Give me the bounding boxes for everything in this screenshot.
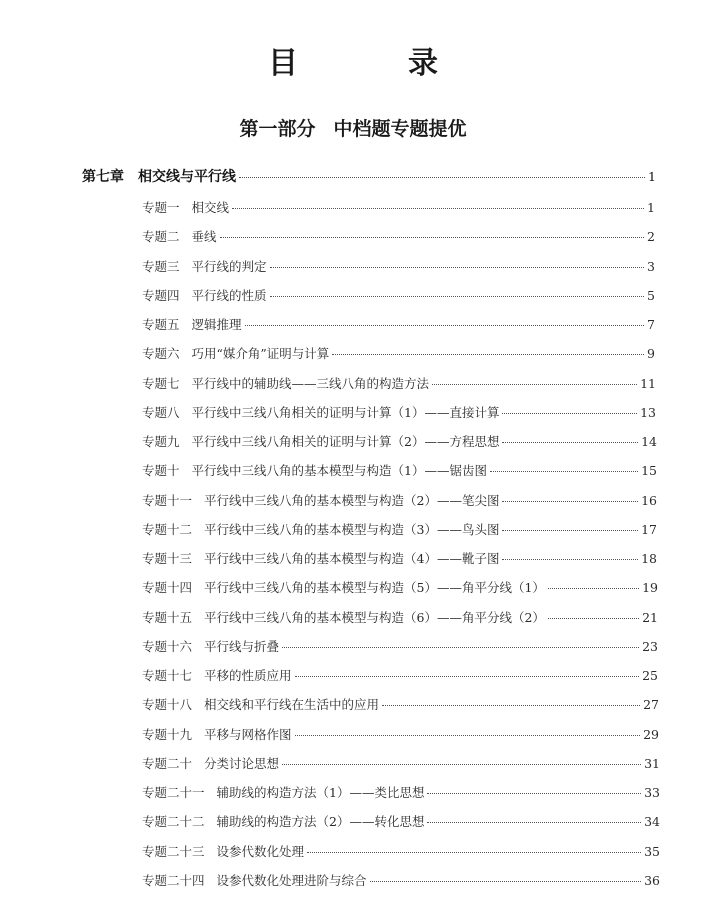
topic-title: 设参代数化处理进阶与综合: [216, 872, 367, 888]
page-number: 1: [647, 200, 655, 215]
topic-title: 相交线: [191, 200, 230, 215]
toc-topic-entry[interactable]: [142, 549, 657, 567]
topic-number: 专题十三: [142, 551, 193, 566]
topic-number: 专题一: [142, 200, 180, 215]
page-number: 14: [641, 434, 657, 449]
toc-topic-entry[interactable]: [142, 198, 655, 216]
topic-number: 专题二十二: [142, 814, 205, 830]
page-number: 9: [647, 346, 655, 362]
dot-leader: [282, 764, 641, 765]
topic-number: 专题十二: [142, 521, 193, 537]
toc-topic-entry[interactable]: [142, 257, 655, 275]
topic-number: 专题六: [142, 346, 180, 362]
topic-title: 平行线中的辅助线——三线八角的构造方法: [191, 375, 430, 391]
page-number: 2: [647, 229, 655, 245]
dot-leader: [220, 237, 645, 238]
part-heading: [0, 114, 706, 141]
chapter-name: 相交线与平行线: [138, 169, 236, 185]
dot-leader: [232, 208, 644, 209]
dot-leader: [370, 881, 642, 882]
dot-leader: [270, 267, 645, 268]
topic-number: 专题二十四: [142, 872, 205, 888]
dot-leader: [548, 618, 639, 619]
page-number: 34: [644, 814, 660, 830]
toc-topic-entry[interactable]: [142, 491, 657, 509]
toc-chapter-entry[interactable]: [82, 166, 656, 186]
dot-leader: [239, 177, 645, 178]
topic-number: 专题二: [142, 229, 180, 245]
topic-number: 专题九: [142, 434, 180, 449]
topic-number: 专题十六: [142, 638, 193, 654]
toc-topic-entry[interactable]: [142, 461, 657, 479]
dot-leader: [270, 296, 645, 297]
toc-topic-entry[interactable]: [142, 842, 660, 860]
dot-leader: [502, 501, 638, 502]
page-number: 19: [642, 580, 658, 596]
topic-title: 巧用“媒介角”证明与计算: [191, 346, 330, 362]
topic-number: 专题十五: [142, 609, 193, 625]
dot-leader: [502, 442, 638, 443]
topic-number: 专题十四: [142, 580, 193, 596]
dot-leader: [295, 735, 641, 736]
page-number: 11: [640, 375, 656, 391]
toc-topic-entry[interactable]: [142, 637, 658, 655]
toc-topic-entry[interactable]: [142, 227, 655, 245]
toc-topic-entry[interactable]: [142, 754, 660, 772]
page-number: 7: [647, 317, 655, 332]
topic-title: 平行线与折叠: [204, 638, 280, 654]
topic-title: 平行线中三线八角的基本模型与构造（1）——锯齿图: [191, 463, 487, 479]
topic-number: 专题二十三: [142, 843, 205, 859]
page-number: 18: [641, 551, 657, 566]
page-number: 36: [644, 872, 660, 888]
topic-title: 平行线的判定: [191, 258, 267, 274]
topic-number: 专题四: [142, 287, 180, 303]
dot-leader: [427, 793, 641, 794]
page-number: 16: [641, 492, 657, 508]
topic-title: 平行线中三线八角的基本模型与构造（6）——角平分线（2）: [204, 609, 545, 625]
page-number: 17: [641, 521, 657, 537]
dot-leader: [502, 530, 638, 531]
page-number: 23: [642, 638, 658, 654]
toc-topic-entry[interactable]: [142, 812, 660, 830]
toc-topic-entry[interactable]: [142, 695, 659, 713]
page-number: 3: [647, 258, 655, 274]
dot-leader: [502, 413, 637, 414]
toc-topic-entry[interactable]: [142, 725, 659, 743]
topic-title: 平行线中三线八角的基本模型与构造（4）——靴子图: [204, 551, 500, 566]
page-number: 29: [643, 726, 659, 742]
topic-number: 专题十八: [142, 697, 193, 713]
topic-number: 专题十七: [142, 668, 193, 683]
page-number: 15: [641, 463, 657, 479]
topic-title: 辅助线的构造方法（2）——转化思想: [216, 814, 425, 830]
topic-title: 平行线的性质: [191, 287, 267, 303]
topic-title: 平行线中三线八角相关的证明与计算（1）——直接计算: [191, 404, 500, 420]
topic-number: 专题七: [142, 375, 180, 391]
topic-title: 设参代数化处理: [216, 843, 305, 859]
dot-leader: [307, 852, 641, 853]
toc-topic-entry[interactable]: [142, 783, 660, 801]
topic-number: 专题三: [142, 258, 180, 274]
page-number: 35: [644, 843, 660, 859]
page-number: 21: [642, 609, 658, 625]
topic-title: 垂线: [191, 229, 217, 245]
toc-topic-entry[interactable]: [142, 520, 657, 538]
part-number: 第一部分: [239, 118, 316, 140]
topic-title: 相交线和平行线在生活中的应用: [204, 697, 380, 713]
topic-title: 辅助线的构造方法（1）——类比思想: [216, 785, 425, 800]
toc-topic-entry[interactable]: [142, 403, 656, 421]
toc-topic-entry[interactable]: [142, 374, 656, 392]
topic-title: 平行线中三线八角的基本模型与构造（5）——角平分线（1）: [204, 580, 545, 596]
topic-title: 平行线中三线八角的基本模型与构造（3）——鸟头图: [204, 521, 500, 537]
topic-title: 逻辑推理: [191, 317, 242, 332]
dot-leader: [548, 588, 639, 589]
page-number: 25: [642, 668, 658, 683]
page-title: 目 录: [268, 46, 478, 81]
topic-number: 专题十: [142, 463, 180, 479]
part-name: 中档题专题提优: [333, 118, 467, 140]
dot-leader: [382, 705, 640, 706]
topic-number: 专题十九: [142, 726, 193, 742]
dot-leader: [282, 647, 639, 648]
toc-topic-entry[interactable]: [142, 608, 658, 626]
chapter-number: 第七章: [82, 169, 124, 185]
page-number: 31: [644, 755, 660, 771]
page-number: 1: [648, 169, 656, 184]
topic-title: 平行线中三线八角相关的证明与计算（2）——方程思想: [191, 434, 500, 449]
topic-number: 专题二十一: [142, 785, 205, 800]
topic-title: 分类讨论思想: [204, 755, 280, 771]
dot-leader: [332, 354, 644, 355]
toc-topic-entry[interactable]: [142, 578, 658, 596]
topic-title: 平行线中三线八角的基本模型与构造（2）——笔尖图: [204, 492, 500, 508]
topic-number: 专题五: [142, 317, 180, 332]
page-number: 13: [640, 404, 656, 420]
toc-topic-entry[interactable]: [142, 871, 660, 889]
dot-leader: [502, 559, 638, 560]
page-number: 27: [643, 697, 659, 713]
page-number: 5: [647, 287, 655, 303]
dot-leader: [295, 676, 640, 677]
topic-title: 平移的性质应用: [204, 668, 292, 683]
toc-topic-entry[interactable]: [142, 666, 658, 684]
dot-leader: [245, 325, 645, 326]
dot-leader: [490, 471, 638, 472]
toc-topic-entry[interactable]: [142, 315, 655, 333]
topic-title: 平移与网格作图: [204, 726, 292, 742]
dot-leader: [432, 384, 637, 385]
topic-number: 专题二十: [142, 755, 193, 771]
toc-topic-entry[interactable]: [142, 344, 655, 362]
toc-topic-entry[interactable]: [142, 286, 655, 304]
dot-leader: [427, 822, 641, 823]
page-number: 33: [644, 785, 660, 800]
topic-number: 专题八: [142, 404, 180, 420]
toc-topic-entry[interactable]: [142, 432, 657, 450]
topic-number: 专题十一: [142, 492, 193, 508]
